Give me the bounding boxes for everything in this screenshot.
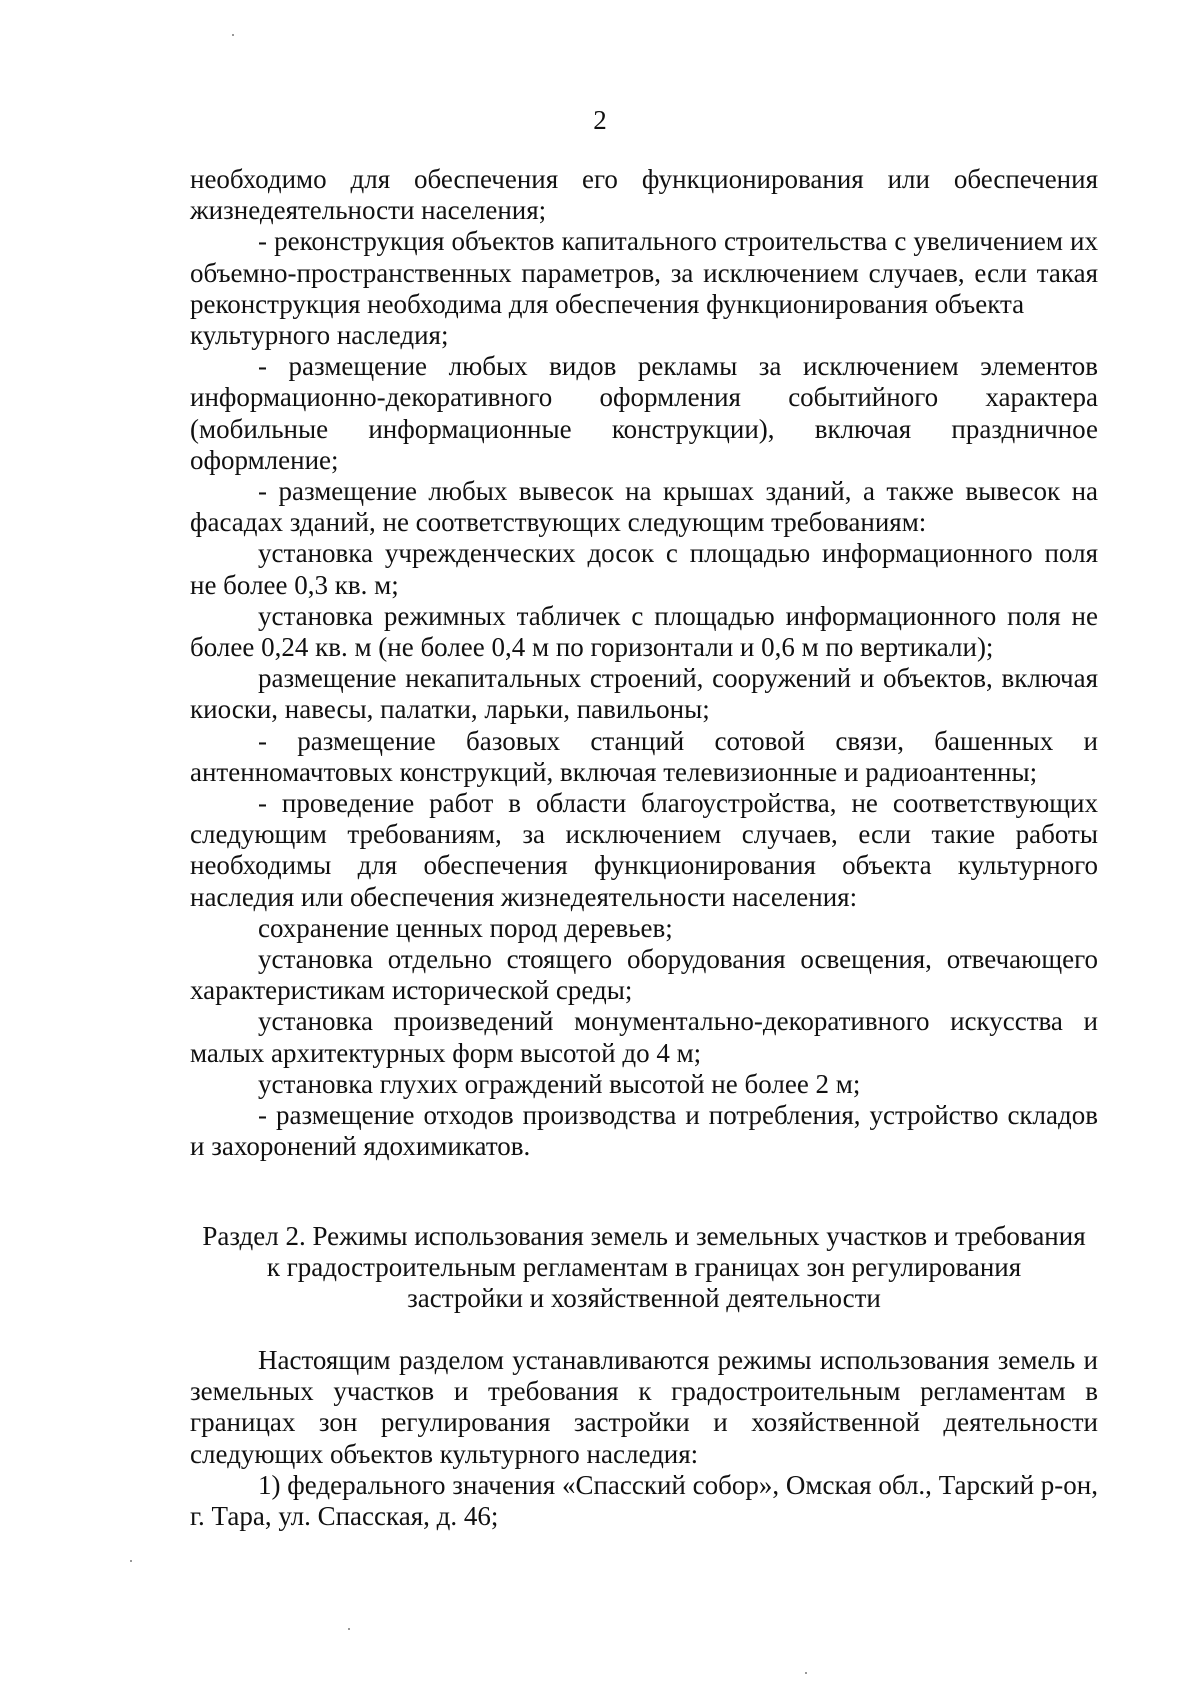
scan-speck [348,1628,350,1630]
section-intro-text [190,1345,1098,1532]
scan-speck [805,1672,807,1674]
restrictions-text [190,164,1098,1163]
paragraph: Настоящим разделом устанавливаются режимы использования земель и земельных участков и требования к градостроительным регламентам в границах зон регулирования застройки и хозяйственной деятельности следующих объектов культурного наследия: [190,1345,1098,1469]
paragraph: - размещение отходов производства и потребления, устройство складов и захоронений ядохимикатов. [190,1100,1098,1162]
paragraph: установка глухих ограждений высотой не более 2 м; [258,1068,861,1099]
paragraph: установка режимных табличек с площадью информационного поля не более 0,24 кв. м (не более 0,4 м по горизонтали и 0,6 м по вертикали); [190,600,1098,663]
scan-speck [130,1560,132,1562]
paragraph: - размещение любых видов рекламы за исключением элементов информационно-декоративного оформления событийного характера (мобильные информационные конструкции), включая праздничное оформление; [190,351,1098,475]
scan-speck [232,34,234,36]
paragraph: необходимо для обеспечения его функционирования или обеспечения жизнедеятельности населения; [190,164,1098,226]
paragraph: установка отдельно стоящего оборудования освещения, отвечающего характеристикам исторической среды; [190,944,1098,1006]
section-heading [190,1221,1098,1315]
paragraph: - размещение базовых станций сотовой связи, башенных и антенномачтовых конструкций, включая телевизионные и радиоантенны; [190,725,1098,787]
section-heading-line: застройки и хозяйственной деятельности [407,1283,881,1314]
paragraph: размещение некапитальных строений, сооружений и объектов, включая киоски, навесы, палатки, ларьки, павильоны; [190,663,1098,725]
paragraph: установка учрежденческих досок с площадью информационного поля не более 0,3 кв. м; [190,538,1098,600]
paragraph: - проведение работ в области благоустройства, не соответствующих следующим требованиям, за исключением случаев, если такие работы необходимы для обеспечения функционирования объекта культурного наследия или обеспечения жизнедеятельности населения: [190,788,1098,912]
page-number: 2 [593,105,607,135]
section-heading-line: Раздел 2. Режимы использования земель и земельных участков и требования [202,1221,1086,1251]
paragraph: культурного наследия; [190,320,449,351]
paragraph: установка произведений монументально-декоративного искусства и малых архитектурных форм высотой до 4 м; [190,1006,1098,1068]
section-heading-line: к градостроительным регламентам в границах зон регулирования [266,1252,1022,1283]
paragraph: - размещение любых вывесок на крышах зданий, а также вывесок на фасадах зданий, не соответствующих следующим требованиям: [190,476,1098,538]
paragraph: сохранение ценных пород деревьев; [258,912,673,943]
paragraph: 1) федерального значения «Спасский собор», Омская обл., Тарский р-он, г. Тара, ул. Спасская, д. 46; [190,1469,1098,1532]
paragraph: - реконструкция объектов капитального строительства с увеличением их объемно-пространственных параметров, за исключением случаев, если такая реконструкция необходима для обеспечения функционирования объекта [190,226,1098,319]
